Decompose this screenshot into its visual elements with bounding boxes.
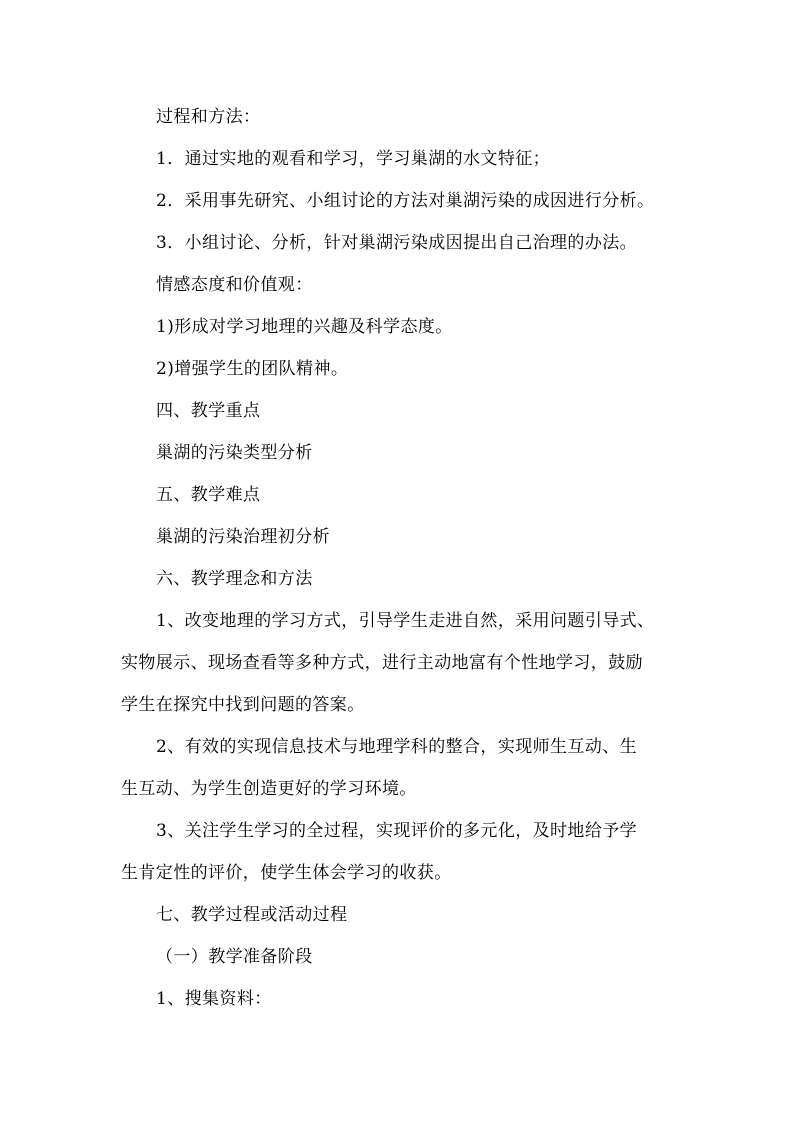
list-item: 1)形成对学习地理的兴趣及科学态度。 (156, 317, 453, 337)
paragraph: 巢湖的污染治理初分析 (156, 527, 330, 547)
paragraph-line: 学生在探究中找到问题的答案。 (121, 695, 365, 715)
section-heading-difficulties: 五、教学难点 (156, 485, 261, 505)
paragraph-line: 实物展示、现场查看等多种方式，进行主动地富有个性地学习，鼓励 (121, 653, 643, 673)
paragraph-line: 1、改变地理的学习方式，引导学生走进自然，采用问题引导式、 (156, 611, 655, 631)
paragraph-line: 3、关注学生学习的全过程，实现评价的多元化，及时地给予学 (156, 821, 638, 841)
paragraph-line: 生互动、为学生创造更好的学习环境。 (121, 779, 417, 799)
section-heading-process: 七、教学过程或活动过程 (156, 905, 348, 925)
paragraph: 巢湖的污染类型分析 (156, 443, 313, 463)
heading-attitudes-values: 情感态度和价值观： (156, 275, 313, 295)
list-item: 2．采用事先研究、小组讨论的方法对巢湖污染的成因进行分析。 (156, 191, 655, 211)
paragraph-line: 生肯定性的评价，使学生体会学习的收获。 (121, 863, 452, 883)
list-item: 3．小组讨论、分析，针对巢湖污染成因提出自己治理的办法。 (156, 233, 638, 253)
subsection-heading: （一）教学准备阶段 (156, 947, 313, 967)
section-heading-key-points: 四、教学重点 (156, 401, 261, 421)
paragraph-line: 2、有效的实现信息技术与地理学科的整合，实现师生互动、生 (156, 737, 638, 757)
heading-process-methods: 过程和方法： (156, 107, 261, 127)
list-item: 1、搜集资料： (156, 989, 272, 1009)
list-item: 1．通过实地的观看和学习，学习巢湖的水文特征； (156, 149, 551, 169)
list-item: 2)增强学生的团队精神。 (156, 359, 349, 379)
section-heading-philosophy: 六、教学理念和方法 (156, 569, 313, 589)
